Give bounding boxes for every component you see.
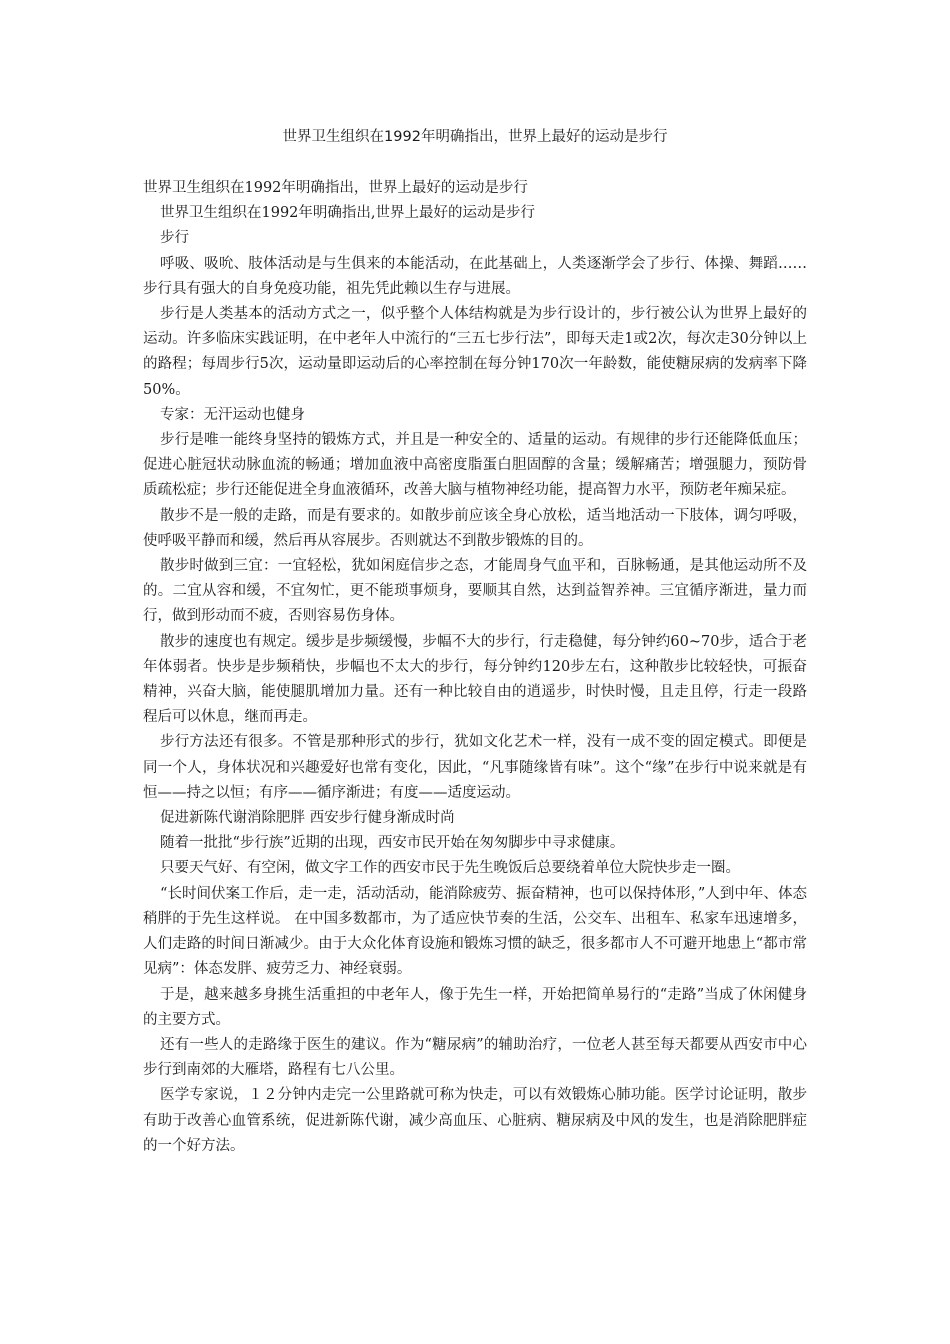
- paragraph: 散步的速度也有规定。缓步是步频缓慢，步幅不大的步行，行走稳健，每分钟约60~70步，适合于老年体弱者。快步是步频稍快，步幅也不太大的步行，每分钟约120步左右，这种散步比较轻快，可振奋精神，兴奋大脑，能使腿肌增加力量。还有一种比较自由的逍遥步，时快时慢，且走且停，行走一段路程后可以休息，继而再走。: [143, 633, 807, 726]
- section-heading-xian: 促进新陈代谢消除肥胖 西安步行健身渐成时尚: [160, 810, 455, 827]
- paragraph: 步行是人类基本的活动方式之一，似乎整个人体结构就是为步行设计的，步行被公认为世界上最好的运动。许多临床实践证明，在中老年人中流行的“三五七步行法”，即每天走1或2次，每次走30分钟以上的路程；每周步行5次，运动量即运动后的心率控制在每分钟170次一年龄数，能使糖尿病的发病率下降50%。: [143, 306, 807, 398]
- document-body: [143, 176, 807, 1159]
- paragraph-subtitle: 世界卫生组织在1992年明确指出,世界上最好的运动是步行: [160, 205, 536, 222]
- paragraph: 散步不是一般的走路，而是有要求的。如散步前应该全身心放松，适当地活动一下肢体，调匀呼吸，使呼吸平静而和缓，然后再从容展步。否则就达不到散步锻炼的目的。: [143, 507, 807, 549]
- paragraph: 医学专家说，１２分钟内走完一公里路就可称为快走，可以有效锻炼心肺功能。医学讨论证明，散步有助于改善心血管系统，促进新陈代谢，减少高血压、心脏病、糖尿病及中风的发生，也是消除肥胖症的一个好方法。: [143, 1087, 807, 1154]
- paragraph: 呼吸、吸吮、肢体活动是与生俱来的本能活动，在此基础上，人类逐渐学会了步行、体操、舞蹈……步行具有强大的自身免疫功能，祖先凭此赖以生存与进展。: [143, 255, 807, 297]
- paragraph: 散步时做到三宜：一宜轻松，犹如闲庭信步之态，才能周身气血平和，百脉畅通，是其他运动所不及的。二宜从容和缓，不宜匆忙，更不能琐事烦身，要顺其自然，达到益智养神。三宜循序渐进，量力而行，做到形动而不疲，否则容易伤身体。: [143, 558, 807, 625]
- paragraph: 还有一些人的走路缘于医生的建议。作为“糖尿病”的辅助治疗，一位老人甚至每天都要从西安市中心步行到南郊的大雁塔，路程有七八公里。: [143, 1036, 807, 1079]
- paragraph: 随着一批批“步行族”近期的出现，西安市民开始在匆匆脚步中寻求健康。: [160, 835, 625, 852]
- paragraph: 只要天气好、有空闲，做文字工作的西安市民于先生晚饭后总要绕着单位大院快步走一圈。: [160, 860, 740, 877]
- paragraph-heading-repeat: 世界卫生组织在1992年明确指出，世界上最好的运动是步行: [143, 180, 528, 196]
- paragraph: 步行方法还有很多。不管是那种形式的步行，犹如文化艺术一样，没有一成不变的固定模式。即便是同一个人，身体状况和兴趣爱好也常有变化，因此，“凡事随缘皆有味”。这个“缘”在步行中说来就是有恒——持之以恒；有序——循序渐进；有度——适度运动。: [143, 734, 807, 801]
- section-heading-walking: 步行: [160, 230, 189, 247]
- document-title: 世界卫生组织在1992年明确指出，世界上最好的运动是步行: [282, 129, 668, 145]
- section-heading-experts: 专家：无汗运动也健身: [160, 406, 305, 423]
- paragraph: 步行是唯一能终身坚持的锻炼方式，并且是一种安全的、适量的运动。有规律的步行还能降低血压；促进心脏冠状动脉血流的畅通；增加血液中高密度脂蛋白胆固醇的含量；缓解痛苦；增强腿力，预防骨质疏松症；步行还能促进全身血液循环，改善大脑与植物神经功能，提高智力水平，预防老年痴呆症。: [143, 432, 807, 499]
- paragraph: “长时间伏案工作后，走一走，活动活动，能消除疲劳、振奋精神，也可以保持体形，”人到中年、体态稍胖的于先生这样说。 在中国多数都市，为了适应快节奏的生活，公交车、出租车、私家车迅速增多，人们走路的时间日渐减少。由于大众化体育设施和锻炼习惯的缺乏，很多都市人不可避开地患上“都市常见病”：体态发胖、疲劳乏力、神经衰弱。: [143, 885, 807, 978]
- paragraph: 于是，越来越多身挑生活重担的中老年人，像于先生一样，开始把简单易行的“走路”当成了休闲健身的主要方式。: [143, 986, 807, 1028]
